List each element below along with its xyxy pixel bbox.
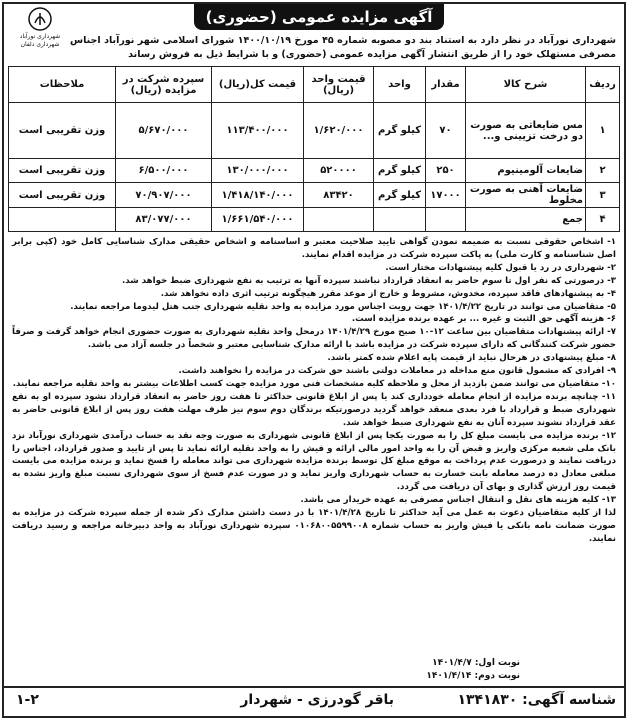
col-qty: مقدار	[426, 67, 466, 103]
cell-deposit: ۵/۶۷۰/۰۰۰	[116, 103, 212, 159]
condition-item: ۱- اشخاص حقوقی نسبت به ضمیمه نمودن گواهی تایید صلاحیت معتبر و اساسنامه و اشخاص حقیقی مدارک شناسایی کامل خود (کپی برابر اصل شناسنامه و کارت ملی) به پاکت سپرده شرکت در مزایده اقدام نمایند.	[12, 237, 616, 260]
cell-desc: مس ضایعاتی به صورت دو درخت تزیینی و...	[466, 103, 586, 159]
cell-deposit: ۶/۵۰۰/۰۰۰	[116, 159, 212, 183]
notice-title: آگهی مزایده عمومی (حضوری)	[194, 4, 444, 30]
condition-item: ۲- شهرداری در رد یا قبول کلیه پیشنهادات مختار است.	[385, 262, 616, 273]
cell-total: ۱/۶۶۱/۵۴۰/۰۰۰	[212, 208, 304, 232]
cell-qty	[426, 208, 466, 232]
cell-unit-price: ۱/۶۲۰/۰۰۰	[304, 103, 374, 159]
table-header-row	[9, 67, 620, 103]
condition-item: ۱۲- برنده مزایده می بایست مبلغ کل را به صورت یکجا پس از ابلاغ قانونی شهرداری به صورت وجه نقد به حساب درآمدی شهرداری نورآباد نزد بانک ملی شعبه مرکزی واریز و قبض آن را به واحد امور مالی ارائه و فیش را به واحد نقلیه ارائه نماید تا پس از تایید و صدور قرارداد، اجناس را دریافت نمایند و درصورت عدم پرداخت به موقع مبلغ کل توسط برنده مزایده شهرداری می تواند معامله را فسخ نماید و برنده مزایده می بایست مبلغی معادل ده درصد معامله بابت خسارت به حساب شهرداری واریز نماید و در صورت عدم فسخ از سوی شهرداری نسبت مبلغ واریز نشده به قیمت روز ارزش گذاری و بهای آن دریافت می گردد.	[12, 430, 616, 493]
col-total: قیمت کل(ریال)	[212, 67, 304, 103]
cell-deposit: ۸۳/۰۷۷/۰۰۰	[116, 208, 212, 232]
cell-total: ۱۱۳/۴۰۰/۰۰۰	[212, 103, 304, 159]
cell-desc: ضایعات آلومینیوم	[466, 159, 586, 183]
condition-item: ۴- به پیشنهادهای فاقد سپرده، مخدوش، مشروط و خارج از موعد مقرر هیچگونه ترتیب اثری داده نخواهد شد.	[160, 288, 616, 299]
emblem-icon	[27, 6, 53, 32]
municipality-logo	[8, 6, 72, 49]
col-desc: شرح کالا	[466, 67, 586, 103]
page-number: ۱-۲	[16, 692, 39, 708]
table-row	[9, 103, 620, 159]
col-deposit: سپرده شرکت در مزایده (ریال)	[116, 67, 212, 103]
cell-unit: کیلو گرم	[374, 103, 426, 159]
condition-item: ۸- مبلغ پیشنهادی در هرحال نباید از قیمت پایه اعلام شده کمتر باشد.	[327, 353, 616, 364]
items-table	[8, 66, 620, 232]
condition-item: ۱۳- کلیه هزینه های نقل و انتقال اجناس مصرفی به عهده خریدار می باشد.	[300, 495, 616, 506]
table-row	[9, 159, 620, 183]
notice-footer	[4, 686, 624, 716]
col-notes: ملاحظات	[9, 67, 116, 103]
notice-code: شناسه آگهی: ۱۳۴۱۸۳۰	[457, 692, 616, 708]
cell-notes: وزن تقریبی است	[9, 103, 116, 159]
cell-notes	[9, 208, 116, 232]
first-publication-date: نوبت اول: ۱۴۰۱/۴/۷	[432, 658, 520, 668]
cell-total: ۱۳۰/۰۰۰/۰۰۰	[212, 159, 304, 183]
closing-paragraph: لذا از کلیه متقاضیان دعوت به عمل می آید حداکثر تا تاریخ ۱۴۰۱/۴/۲۸ با در دست داشتن مدارک ذکر شده از جمله سپرده شرکت در مزایده به صورت ضمانت نامه بانکی یا فیش واریز به حساب شماره ۰۱۰۶۸۰۰۵۵۹۹۰۰۸ سپرده شهرداری نورآباد به واحد دبیرخانه مراجعه و رسید دریافت نمایند.	[12, 508, 617, 544]
publication-dates	[10, 658, 610, 686]
mayor-signature: باقر گودرزی - شهردار	[240, 692, 394, 708]
intro-paragraph: شهرداری نورآباد در نظر دارد به استناد بند دو مصوبه شماره ۴۵ مورخ ۱۴۰۰/۱۰/۱۹ شورای اسلامی شهر نورآباد اجناس مصرفی مستهلک خود را از طریق انتشار آگهی مزایده عمومی (حضوری) و با شرایط ذیل به فروش رساند	[70, 35, 616, 60]
cell-notes: وزن تقریبی است	[9, 183, 116, 208]
condition-item: ۱۰- متقاضیان می توانند ضمن بازدید از محل و ملاحظه کلیه مشخصات فنی مورد مزایده جهت کسب اطلاعات بیشتر به واحد نقلیه مراجعه نمایند.	[12, 378, 616, 389]
condition-item: ۵- متقاضیان می توانند در تاریخ ۱۴۰۱/۴/۲۲ جهت رویت اجناس مورد مزایده به واحد نقلیه شهرداری جنب هتل لیدوما مراجعه نمایند.	[70, 301, 616, 312]
col-unit: واحد	[374, 67, 426, 103]
cell-notes: وزن تقریبی است	[9, 159, 116, 183]
cell-desc: جمع	[466, 208, 586, 232]
logo-line-2: شهرداری دلفان	[20, 41, 60, 48]
notice-page	[2, 2, 626, 718]
cell-unit-price: ۸۳۴۲۰	[304, 183, 374, 208]
cell-unit	[374, 208, 426, 232]
condition-item: ۳- درصورتی که نفر اول تا سوم حاضر به انعقاد قرارداد نباشند سپرده آنها به ترتیب به نفع شهرداری ضبط خواهد شد.	[122, 275, 616, 286]
logo-line-1: شهرداری نورآباد	[19, 33, 61, 40]
cell-row: ۲	[586, 159, 620, 183]
col-row: ردیف	[586, 67, 620, 103]
condition-item: ۱۱- چنانچه برنده مزایده از انجام معامله خودداری کند یا پس از ابلاغ قانونی حداکثر تا هفت روز حاضر به انعقاد قرارداد نشود سپرده او به نفع شهرداری ضبط و قرارداد با فرد بعدی منعقد خواهد گردید درصورتیکه برندگان دوم سوم نیز ظرف مهلت هفت روز پس از ابلاغ قانونی حاضر به عقد قرارداد نشوند سپرده آنان به نفع شهرداری ضبط خواهد شد.	[12, 391, 616, 428]
cell-row: ۴	[586, 208, 620, 232]
condition-item: ۹- افرادی که مشمول قانون منع مداخله در معاملات دولتی باشند حق شرکت در مزایده را نخواهند داشت.	[178, 366, 616, 377]
cell-qty: ۷۰	[426, 103, 466, 159]
condition-item: ۷- ارائه پیشنهادات متقاضیان بین ساعت ۱۲-۱۰ صبح مورخ ۱۴۰۱/۴/۲۹ درمحل واحد نقلیه شهرداری به صورت حضوری انجام خواهد گرفت و صرفاً حضور شرکت کنندگانی که دارای سپرده شرکت در مزایده باشد با ارائه مدارک شناسایی معتبر و شخصاً در جلسه آزاد می باشد.	[12, 327, 616, 351]
col-unit-price: قیمت واحد (ریال)	[304, 67, 374, 103]
cell-deposit: ۷۰/۹۰۷/۰۰۰	[116, 183, 212, 208]
cell-unit-price: ۵۲۰۰۰۰	[304, 159, 374, 183]
cell-row: ۳	[586, 183, 620, 208]
cell-row: ۱	[586, 103, 620, 159]
conditions-list	[12, 236, 616, 546]
condition-item: ۶- هزینه آگهی حق الثبت و غیره ... بر عهده برنده مزایده است.	[351, 314, 616, 325]
cell-total: ۱/۴۱۸/۱۴۰/۰۰۰	[212, 183, 304, 208]
cell-unit-price	[304, 208, 374, 232]
cell-unit: کیلو گرم	[374, 183, 426, 208]
second-publication-date: نوبت دوم: ۱۴۰۱/۴/۱۴	[426, 671, 520, 681]
table-row-total	[9, 208, 620, 232]
cell-desc: ضایعات آهنی به صورت مخلوط	[466, 183, 586, 208]
cell-qty: ۲۵۰	[426, 159, 466, 183]
cell-qty: ۱۷۰۰۰	[426, 183, 466, 208]
cell-unit: کیلو گرم	[374, 159, 426, 183]
table-row	[9, 183, 620, 208]
